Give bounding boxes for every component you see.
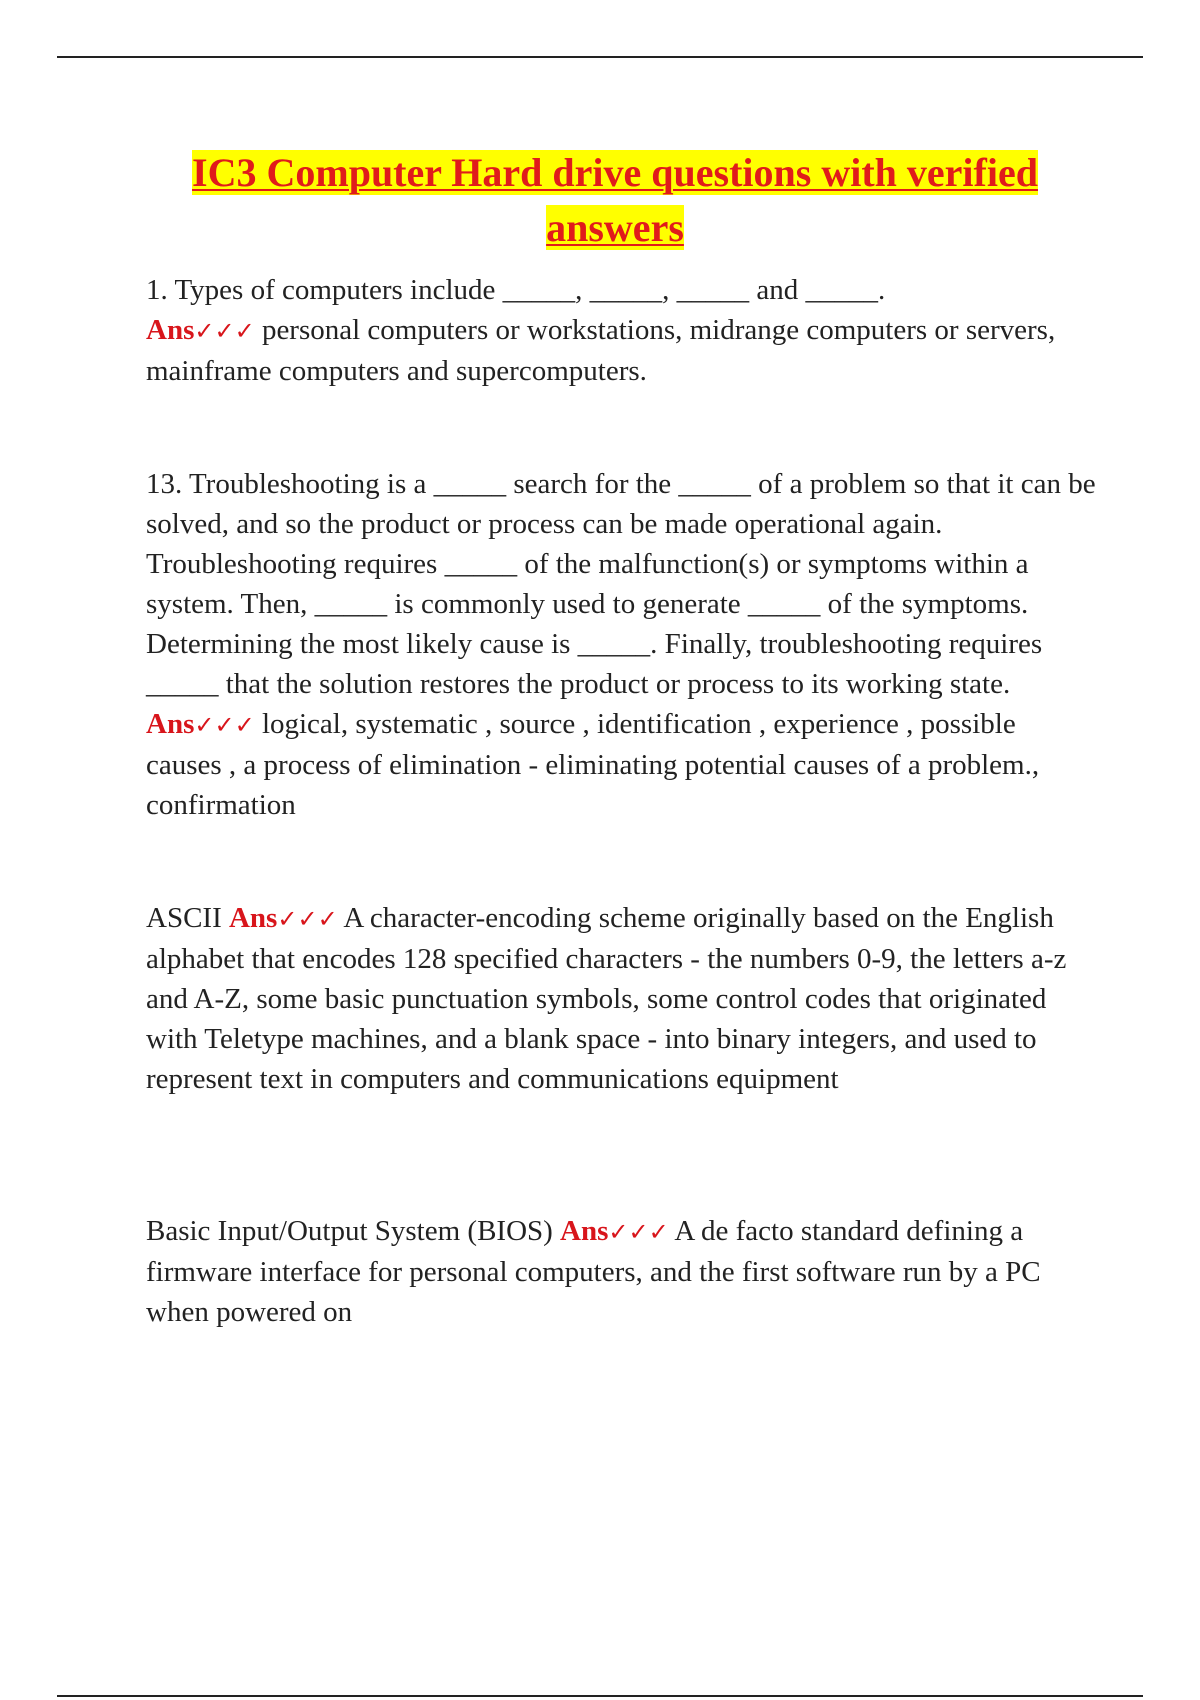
page-title-text: IC3 Computer Hard drive questions with verified answers [192,150,1038,250]
answer-text: personal computers or workstations, midrange computers or servers, mainframe computers and supercomputers. [146,314,1056,387]
bottom-rule [57,1695,1143,1697]
top-rule [57,56,1143,58]
question-text: 1. Types of computers include _____, _____, _____ and _____. [146,274,886,306]
qa-item-3 [146,898,1096,1099]
answer-text: A character-encoding scheme originally based on the English alphabet that encodes 128 specified characters - the numbers 0-9, the letters a-z and A-Z, some basic punctuation symbols, some control codes that originated with Teletype machines, and a blank space - into binary integers, and used to represent text in computers and communications equipment [146,902,1067,1095]
checkmark-icon: ✓✓✓ [194,711,255,739]
question-term: ASCII [146,902,222,934]
answer-label: Ans [228,902,278,934]
question-term: Basic Input/Output System (BIOS) [146,1215,553,1247]
qa-item-2 [146,464,1096,825]
qa-item-4 [146,1211,1096,1332]
answer-label: Ans [560,1215,609,1247]
checkmark-icon: ✓✓✓ [608,1218,669,1246]
qa-item-1 [146,270,1096,391]
answer-label: Ans [146,708,195,740]
answer-text: logical, systematic , source , identification , experience , possible causes , a process of elimination - eliminating potential causes of a problem., confirmation [146,708,1040,821]
question-text: 13. Troubleshooting is a _____ search for the _____ of a problem so that it can be solved, and so the product or process can be made operational again. Troubleshooting requires _____ of the malfunction(s) or symptoms within a system. Then, _____ is commonly used to generate _____ of the symptoms. Determining the most likely cause is _____. Finally, troubleshooting requires _____ that the solution restores the product or process to its working state. [146,468,1096,700]
checkmark-icon: ✓✓✓ [194,317,255,345]
answer-label: Ans [146,314,195,346]
answer-text: A de facto standard defining a firmware interface for personal computers, and the first software run by a PC when powered on [146,1215,1041,1328]
page-title [140,145,1090,255]
checkmark-icon: ✓✓✓ [277,905,338,933]
